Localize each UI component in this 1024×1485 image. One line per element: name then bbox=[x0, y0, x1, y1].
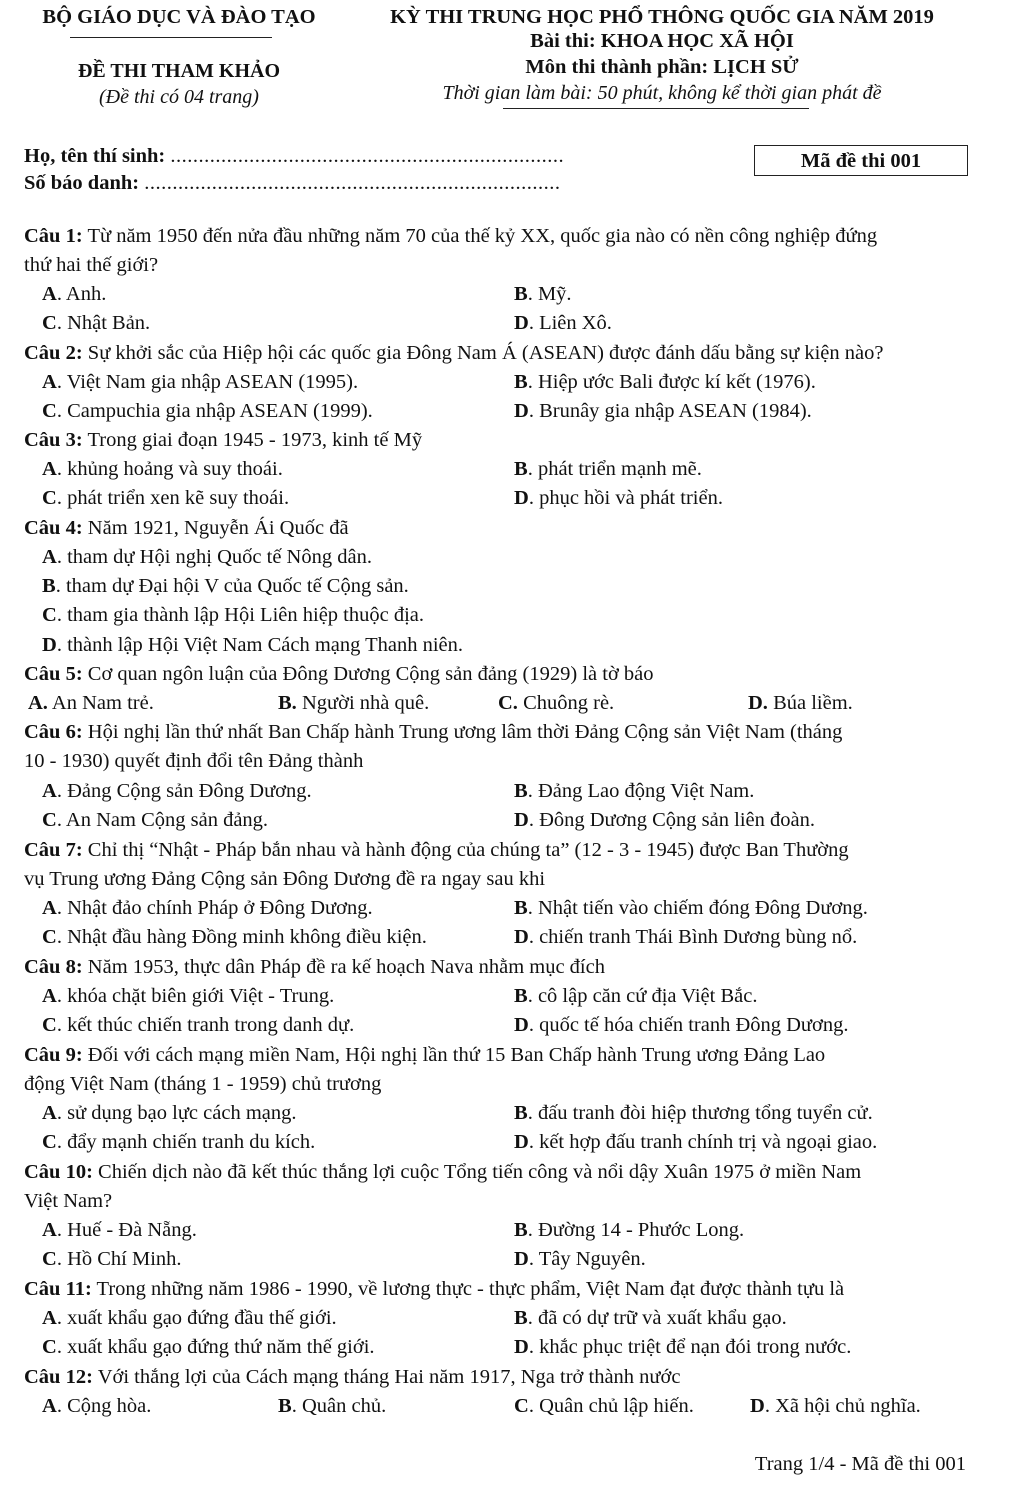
option-a[interactable]: A. khóa chặt biên giới Việt - Trung. bbox=[42, 985, 335, 1007]
option-c[interactable]: C. An Nam Cộng sản đảng. bbox=[42, 809, 269, 831]
option-b[interactable]: B. Hiệp ước Bali được kí kết (1976). bbox=[514, 371, 816, 393]
question-number: Câu 4: bbox=[24, 517, 83, 539]
option-b[interactable]: B. phát triển mạnh mẽ. bbox=[514, 458, 702, 480]
question-5 bbox=[24, 660, 970, 689]
question-text: Chỉ thị “Nhật - Pháp bắn nhau và hành động của chúng ta” (12 - 3 - 1945) được Ban Thường bbox=[87, 839, 849, 861]
option-d[interactable]: D. Liên Xô. bbox=[514, 312, 612, 334]
option-d[interactable]: D. phục hồi và phát triển. bbox=[514, 487, 723, 509]
option-b[interactable]: B. Đường 14 - Phước Long. bbox=[514, 1219, 745, 1241]
question-number: Câu 3: bbox=[24, 429, 83, 451]
option-d[interactable]: D. Đông Dương Cộng sản liên đoàn. bbox=[514, 809, 815, 831]
question-text: Chiến dịch nào đã kết thúc thắng lợi cuộc Tổng tiến công và nổi dậy Xuân 1975 ở miền Nam bbox=[98, 1161, 862, 1183]
question-number: Câu 1: bbox=[24, 225, 83, 247]
question-text: Với thắng lợi của Cách mạng tháng Hai năm 1917, Nga trở thành nước bbox=[97, 1366, 681, 1388]
question-1 bbox=[24, 222, 970, 280]
question-text: Hội nghị lần thứ nhất Ban Chấp hành Trung ương lâm thời Đảng Cộng sản Việt Nam (tháng bbox=[87, 721, 843, 743]
candidate-name-field[interactable]: ...................................................................... bbox=[170, 145, 565, 167]
option-d[interactable]: D. Búa liềm. bbox=[748, 692, 853, 714]
question-number: Câu 10: bbox=[24, 1161, 93, 1183]
subject-component: Môn thi thành phần: LỊCH SỬ bbox=[525, 56, 799, 78]
option-c[interactable]: C. Nhật Bản. bbox=[42, 312, 151, 334]
time-note: Thời gian làm bài: 50 phút, không kể thời gian phát đề bbox=[442, 82, 882, 104]
candidate-number-label: Số báo danh: bbox=[24, 172, 140, 194]
question-text: Việt Nam? bbox=[24, 1190, 113, 1212]
question-text: 10 - 1930) quyết định đổi tên Đảng thành bbox=[24, 750, 364, 772]
question-number: Câu 6: bbox=[24, 721, 83, 743]
option-b[interactable]: B. Quân chủ. bbox=[278, 1395, 387, 1417]
option-d[interactable]: D. Tây Nguyên. bbox=[514, 1248, 646, 1270]
exam-title: KỲ THI TRUNG HỌC PHỔ THÔNG QUỐC GIA NĂM 2019 bbox=[390, 6, 934, 28]
question-text: Đối với cách mạng miền Nam, Hội nghị lần thứ 15 Ban Chấp hành Trung ương Đảng Lao bbox=[87, 1044, 826, 1066]
subject-exam: Bài thi: KHOA HỌC XÃ HỘI bbox=[530, 30, 794, 52]
option-a[interactable]: A. xuất khẩu gạo đứng đầu thế giới. bbox=[42, 1307, 337, 1329]
question-12 bbox=[24, 1363, 970, 1392]
option-a[interactable]: A. Huế - Đà Nẵng. bbox=[42, 1219, 197, 1241]
option-b[interactable]: B. Mỹ. bbox=[514, 283, 572, 305]
option-a[interactable]: A. tham dự Hội nghị Quốc tế Nông dân. bbox=[42, 546, 372, 568]
option-d[interactable]: D. chiến tranh Thái Bình Dương bùng nổ. bbox=[514, 926, 858, 948]
ministry-name: BỘ GIÁO DỤC VÀ ĐÀO TẠO bbox=[42, 6, 316, 28]
question-4 bbox=[24, 514, 970, 543]
option-b[interactable]: B. Đảng Lao động Việt Nam. bbox=[514, 780, 755, 802]
question-number: Câu 12: bbox=[24, 1366, 93, 1388]
option-c[interactable]: C. đẩy mạnh chiến tranh du kích. bbox=[42, 1131, 316, 1153]
exam-type: ĐỀ THI THAM KHẢO bbox=[77, 60, 281, 82]
option-c[interactable]: C. Nhật đầu hàng Đồng minh không điều kiện. bbox=[42, 926, 427, 948]
question-text: động Việt Nam (tháng 1 - 1959) chủ trương bbox=[24, 1073, 382, 1095]
option-c[interactable]: C. Chuông rè. bbox=[498, 692, 615, 714]
option-c[interactable]: C. tham gia thành lập Hội Liên hiệp thuộc địa. bbox=[42, 604, 425, 626]
question-9 bbox=[24, 1041, 970, 1099]
option-d[interactable]: D. thành lập Hội Việt Nam Cách mạng Thanh niên. bbox=[42, 634, 464, 656]
option-b[interactable]: B. cô lập căn cứ địa Việt Bắc. bbox=[514, 985, 758, 1007]
question-text: Cơ quan ngôn luận của Đông Dương Cộng sản đảng (1929) là tờ báo bbox=[87, 663, 654, 685]
candidate-number-line bbox=[24, 172, 560, 195]
option-c[interactable]: C. kết thúc chiến tranh trong danh dự. bbox=[42, 1014, 355, 1036]
question-2 bbox=[24, 339, 970, 368]
option-d[interactable]: D. Brunây gia nhập ASEAN (1984). bbox=[514, 400, 812, 422]
question-text: Năm 1921, Nguyễn Ái Quốc đã bbox=[87, 517, 349, 539]
question-6 bbox=[24, 718, 970, 776]
option-c[interactable]: C. Campuchia gia nhập ASEAN (1999). bbox=[42, 400, 373, 422]
option-a[interactable]: A. Đảng Cộng sản Đông Dương. bbox=[42, 780, 312, 802]
page-footer: Trang 1/4 - Mã đề thi 001 bbox=[754, 1453, 966, 1475]
option-d[interactable]: D. khắc phục triệt để nạn đói trong nước. bbox=[514, 1336, 852, 1358]
option-c[interactable]: C. Hồ Chí Minh. bbox=[42, 1248, 182, 1270]
question-text: Trong giai đoạn 1945 - 1973, kinh tế Mỹ bbox=[87, 429, 423, 451]
option-a[interactable]: A. Anh. bbox=[42, 283, 107, 305]
question-number: Câu 5: bbox=[24, 663, 83, 685]
option-b[interactable]: B. đã có dự trữ và xuất khẩu gạo. bbox=[514, 1307, 787, 1329]
exam-header bbox=[352, 4, 972, 30]
question-3 bbox=[24, 426, 970, 455]
option-a[interactable]: A. An Nam trẻ. bbox=[28, 692, 154, 714]
pages-note: (Đề thi có 04 trang) bbox=[99, 86, 259, 108]
question-number: Câu 7: bbox=[24, 839, 83, 861]
candidate-name-line bbox=[24, 145, 564, 168]
question-number: Câu 9: bbox=[24, 1044, 83, 1066]
option-b[interactable]: B. tham dự Đại hội V của Quốc tế Cộng sản. bbox=[42, 575, 409, 597]
option-b[interactable]: B. đấu tranh đòi hiệp thương tổng tuyển cử. bbox=[514, 1102, 873, 1124]
option-b[interactable]: B. Người nhà quê. bbox=[278, 692, 430, 714]
option-b[interactable]: B. Nhật tiến vào chiếm đóng Đông Dương. bbox=[514, 897, 868, 919]
option-c[interactable]: C. phát triển xen kẽ suy thoái. bbox=[42, 487, 290, 509]
option-d[interactable]: D. Xã hội chủ nghĩa. bbox=[750, 1395, 921, 1417]
question-text: thứ hai thế giới? bbox=[24, 254, 159, 276]
option-c[interactable]: C. Quân chủ lập hiến. bbox=[514, 1395, 694, 1417]
option-a[interactable]: A. Nhật đảo chính Pháp ở Đông Dương. bbox=[42, 897, 373, 919]
question-number: Câu 8: bbox=[24, 956, 83, 978]
option-d[interactable]: D. quốc tế hóa chiến tranh Đông Dương. bbox=[514, 1014, 849, 1036]
question-text: vụ Trung ương Đảng Cộng sản Đông Dương đề ra ngay sau khi bbox=[24, 868, 546, 890]
question-8 bbox=[24, 953, 970, 982]
option-a[interactable]: A. Việt Nam gia nhập ASEAN (1995). bbox=[42, 371, 359, 393]
candidate-name-label: Họ, tên thí sinh: bbox=[24, 145, 166, 167]
ministry-header bbox=[24, 4, 334, 30]
candidate-number-field[interactable]: .......................................................................... bbox=[144, 172, 561, 194]
ministry-underline bbox=[70, 37, 272, 38]
option-c[interactable]: C. xuất khẩu gạo đứng thứ năm thế giới. bbox=[42, 1336, 375, 1358]
question-7 bbox=[24, 836, 970, 894]
option-a[interactable]: A. Cộng hòa. bbox=[42, 1395, 152, 1417]
question-text: Từ năm 1950 đến nửa đầu những năm 70 của thế kỷ XX, quốc gia nào có nền công nghiệp đứng bbox=[87, 225, 878, 247]
option-a[interactable]: A. khủng hoảng và suy thoái. bbox=[42, 458, 283, 480]
question-10 bbox=[24, 1158, 970, 1216]
exam-code-box: Mã đề thi 001 bbox=[754, 145, 968, 176]
question-11 bbox=[24, 1275, 970, 1304]
question-text: Sự khởi sắc của Hiệp hội các quốc gia Đông Nam Á (ASEAN) được đánh dấu bằng sự kiện nào? bbox=[87, 342, 884, 364]
question-number: Câu 11: bbox=[24, 1278, 92, 1300]
question-text: Trong những năm 1986 - 1990, về lương thực - thực phẩm, Việt Nam đạt được thành tựu là bbox=[96, 1278, 845, 1300]
question-number: Câu 2: bbox=[24, 342, 83, 364]
question-text: Năm 1953, thực dân Pháp đề ra kế hoạch Nava nhằm mục đích bbox=[87, 956, 605, 978]
time-underline bbox=[503, 108, 809, 109]
option-a[interactable]: A. sử dụng bạo lực cách mạng. bbox=[42, 1102, 297, 1124]
option-d[interactable]: D. kết hợp đấu tranh chính trị và ngoại giao. bbox=[514, 1131, 878, 1153]
